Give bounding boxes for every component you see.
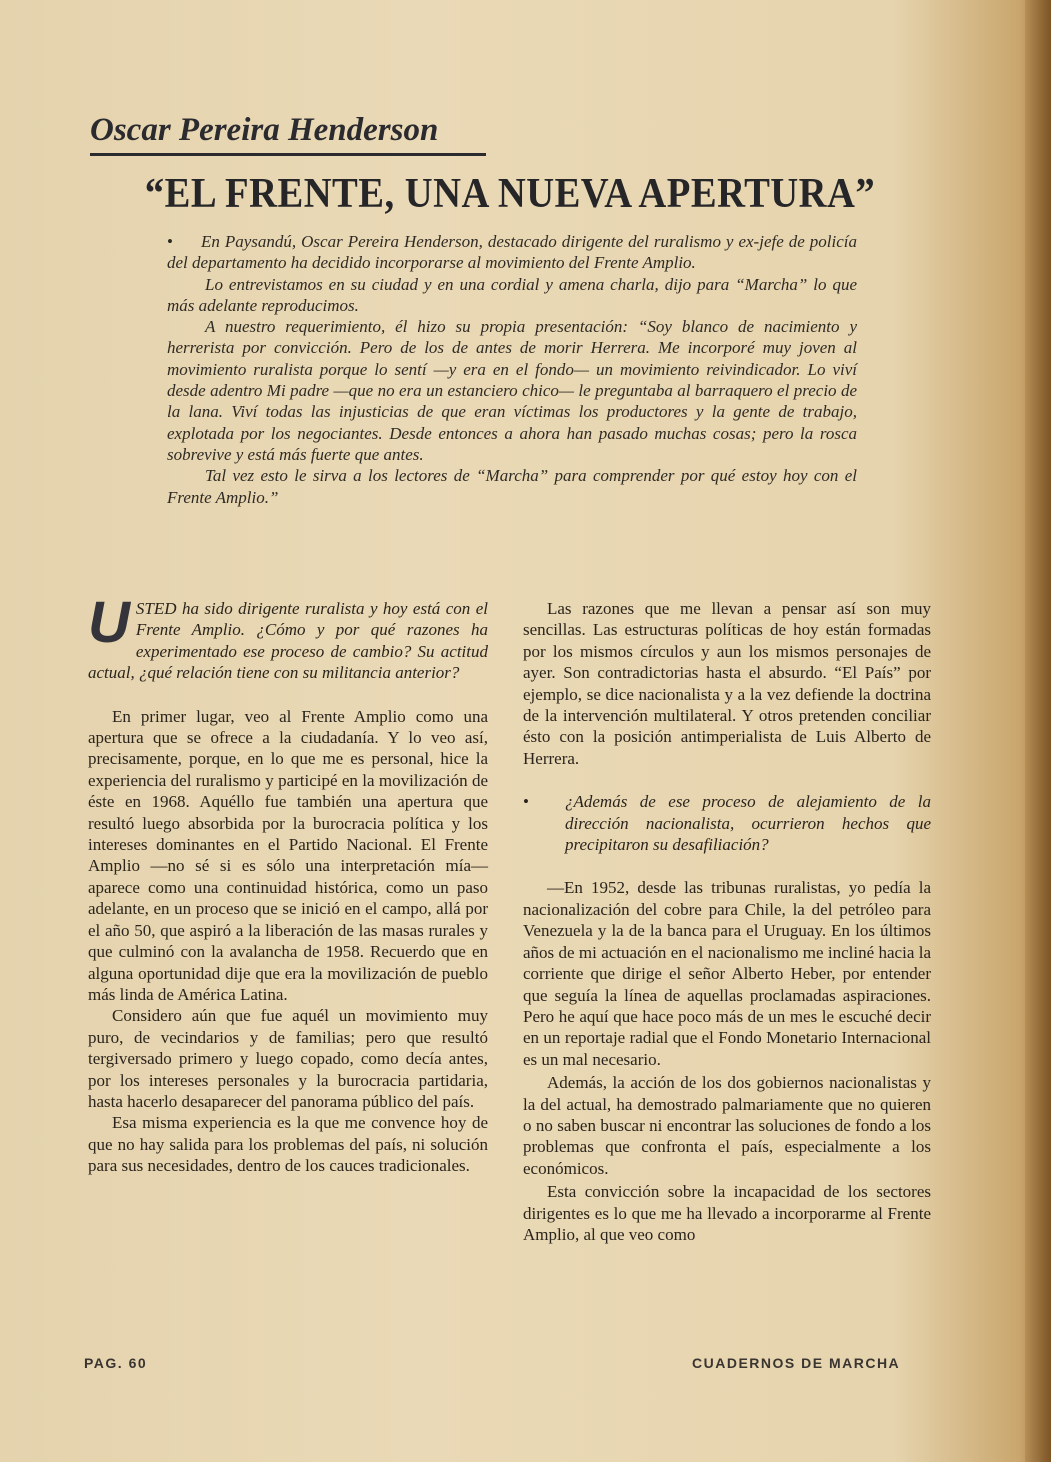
drop-cap: U — [88, 590, 130, 655]
lead-paragraph: A nuestro requerimiento, él hizo su propia presentación: “Soy blanco de nacimiento y herrerista por convicción. Pero de los de antes de morir Herrera. Me incorporé muy joven al movimiento ruralista porque lo sentí —y era en el fondo— un movimiento reivindicador. Lo viví desde adentro Mi padre —que no era un estanciero chico— le preguntaba al barraquero el precio de la lana. Viví todas las injusticias de que eran víctimas los productores y la gente de trabajo, explotada por los negociantes. Desde entonces a ahora han pasado muchas cosas; pero la rosca sobrevive y está más fuerte que antes. — [167, 317, 857, 464]
left-column — [88, 590, 488, 1177]
interview-question: • ¿Además de ese proceso de alejamiento de la dirección nacionalista, ocurrieron hechos que precipitaron su desafiliación? — [523, 792, 931, 855]
bullet-icon: • — [167, 232, 173, 251]
answer-paragraph: Esa misma experiencia es la que me convence hoy de que no hay salida para los problemas del país, ni solución para sus necesidades, dentro de los cauces tradicionales. — [88, 1113, 488, 1176]
answer-paragraph: En primer lugar, veo al Frente Amplio como una apertura que se ofrece a la ciudadanía. Y lo veo así, precisamente, porque, en lo que me es personal, hice la experiencia del ruralismo y participé en la movilización de éste en 1968. Aquéllo fue también una apertura que resultó luego absorbida por la burocracia política y los intereses dominantes en el Partido Nacional. El Frente Amplio —no sé si es sólo una interpretación mía— aparece como una continuidad histórica, como un paso adelante, en un proceso que se inició en el campo, allá por el año 50, que aspiró a la liberación de las masas rurales y que culminó con la avalancha de 1958. Recuerdo que en alguna oportunidad dije que era la movilización de pueblo más linda de América Latina. — [88, 706, 488, 1004]
lead-paragraph: Lo entrevistamos en su ciudad y en una cordial y amena charla, dijo para “Marcha” lo que más adelante reproducimos. — [167, 274, 857, 315]
interview-question: USTED ha sido dirigente ruralista y hoy está con el Frente Amplio. ¿Cómo y por qué razones ha experimentado ese proceso de cambio? Su actitud actual, ¿qué relación tiene con su militancia anterior? — [88, 590, 488, 683]
lead-intro — [167, 231, 857, 508]
answer-paragraph: Las razones que me llevan a pensar así son muy sencillas. Las estructuras políticas de hoy están formadas por los mismos círculos y aun los mismos personajes de ayer. Son contradictorias hasta el absurdo. “El País” por ejemplo, se dice nacionalista y a la vez defiende la doctrina de la intervención multilateral. Y otros pretenden conciliar ésto con la posición antimperialista de Luis Alberto de Herrera. — [523, 599, 931, 768]
publication-name: CUADERNOS DE MARCHA — [692, 1355, 901, 1371]
page-edge — [1025, 0, 1051, 1462]
answer-paragraph: Además, la acción de los dos gobiernos nacionalistas y la del actual, ha demostrado palmariamente que no quieren o no saben buscar ni encontrar las soluciones de fondo a los problemas que confronta el país, especialmente a los económicos. — [523, 1073, 931, 1178]
lead-paragraph: • En Paysandú, Oscar Pereira Henderson, destacado dirigente del ruralismo y ex-jefe de policía del departamento ha decidido incorporarse al movimiento del Frente Amplio. — [167, 232, 857, 273]
bullet-icon: • — [523, 792, 529, 812]
article-headline: “EL FRENTE, UNA NUEVA APERTURA” — [144, 171, 876, 217]
answer-paragraph: —En 1952, desde las tribunas ruralistas, yo pedía la nacionalización del cobre para Chile, la del petróleo para Venezuela y la de la banca para el Uruguay. En los últimos años de mi actuación en el nacionalismo me incliné hacia la corriente que dirige el señor Alberto Heber, por entender que seguía la línea de aquellas proclamadas aspiraciones. Pero he aquí que hace poco más de un mes le escuché decir en un reportaje radial que el Fondo Monetario Internacional es un mal necesario. — [523, 878, 931, 1069]
page-number: PAG. 60 — [84, 1355, 148, 1371]
answer-paragraph: Considero aún que fue aquél un movimiento muy puro, de vecindarios y de familias; pero que resultó tergiversado primero y luego copado, como decía antes, por los intereses personales y la burocracia partidaria, hasta hacerlo desaparecer del panorama público del país. — [88, 1006, 488, 1111]
author-name: Oscar Pereira Henderson — [90, 112, 486, 156]
right-column — [523, 598, 931, 1245]
answer-paragraph: Esta convicción sobre la incapacidad de los sectores dirigentes es lo que me ha llevado a incorporarme al Frente Amplio, al que veo como — [523, 1182, 931, 1244]
lead-paragraph: Tal vez esto le sirva a los lectores de “Marcha” para comprender por qué estoy hoy con el Frente Amplio.” — [167, 466, 857, 507]
